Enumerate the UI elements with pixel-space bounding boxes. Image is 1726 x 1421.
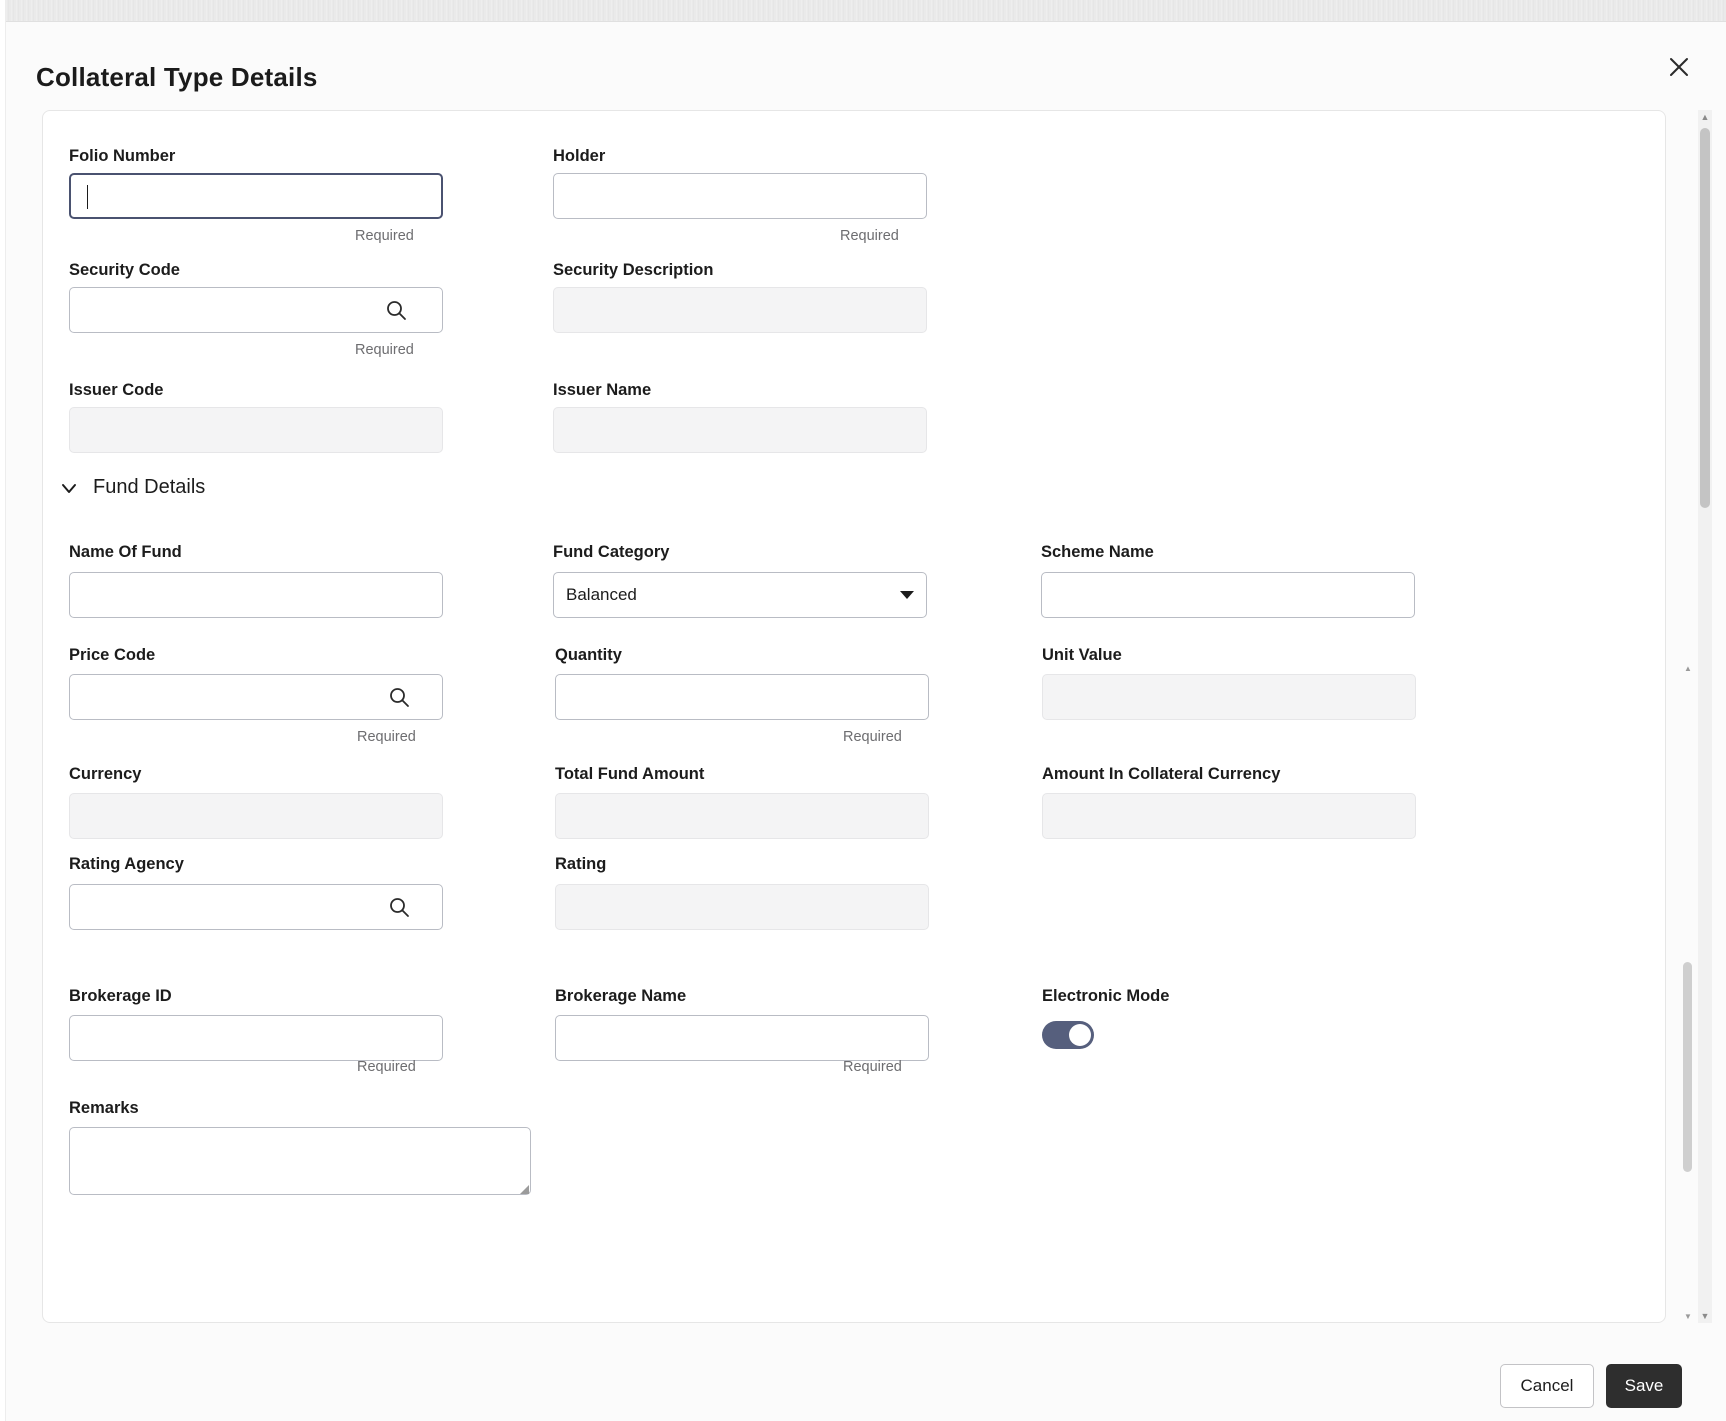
brokerage-id-required-text: Required bbox=[357, 1059, 416, 1075]
currency-input bbox=[69, 793, 443, 839]
folio-number-required-text: Required bbox=[355, 228, 414, 244]
rating-agency-input[interactable] bbox=[69, 884, 443, 930]
issuer-name-label: Issuer Name bbox=[553, 381, 652, 399]
electronic-mode-label: Electronic Mode bbox=[1042, 987, 1170, 1005]
search-icon[interactable] bbox=[385, 299, 407, 321]
save-button[interactable]: Save bbox=[1606, 1364, 1682, 1408]
quantity-input[interactable] bbox=[555, 674, 929, 720]
brokerage-name-required-text: Required bbox=[843, 1059, 902, 1075]
window-top-strip bbox=[0, 0, 1726, 22]
brokerage-name-input[interactable] bbox=[555, 1015, 929, 1061]
total-fund-amount-label: Total Fund Amount bbox=[555, 765, 705, 783]
scroll-up-icon[interactable]: ▲ bbox=[1684, 663, 1692, 673]
electronic-mode-toggle[interactable] bbox=[1042, 1021, 1094, 1049]
remarks-textarea[interactable] bbox=[69, 1127, 531, 1195]
fund-category-select[interactable] bbox=[553, 572, 927, 618]
issuer-name-input bbox=[553, 407, 927, 453]
fund-category-value: Balanced bbox=[566, 585, 637, 604]
form-panel bbox=[42, 110, 1666, 1323]
issuer-code-label: Issuer Code bbox=[69, 381, 164, 399]
security-description-label: Security Description bbox=[553, 261, 714, 279]
brokerage-id-label: Brokerage ID bbox=[69, 987, 172, 1005]
holder-required-text: Required bbox=[840, 228, 899, 244]
close-icon[interactable] bbox=[1662, 50, 1696, 84]
search-icon[interactable] bbox=[388, 896, 410, 918]
price-code-label: Price Code bbox=[69, 646, 156, 664]
collateral-type-details-modal bbox=[6, 22, 1720, 1421]
modal-scrollbar[interactable] bbox=[1698, 110, 1712, 1323]
cancel-button[interactable]: Cancel bbox=[1500, 1364, 1594, 1408]
chevron-down-icon bbox=[59, 478, 79, 498]
quantity-label: Quantity bbox=[555, 646, 622, 664]
scrollbar-thumb[interactable] bbox=[1683, 962, 1692, 1172]
holder-input[interactable] bbox=[553, 173, 927, 219]
folio-number-label: Folio Number bbox=[69, 147, 176, 165]
security-code-required-text: Required bbox=[355, 342, 414, 358]
fund-details-section-label: Fund Details bbox=[93, 476, 206, 498]
brokerage-name-label: Brokerage Name bbox=[555, 987, 687, 1005]
scroll-up-icon[interactable]: ▲ bbox=[1700, 112, 1710, 122]
currency-label: Currency bbox=[69, 765, 142, 783]
scroll-down-icon[interactable]: ▼ bbox=[1700, 1311, 1710, 1321]
text-cursor bbox=[87, 185, 88, 209]
quantity-required-text: Required bbox=[843, 729, 902, 745]
remarks-label: Remarks bbox=[69, 1099, 139, 1117]
page-title: Collateral Type Details bbox=[36, 62, 318, 92]
chevron-down-icon bbox=[900, 591, 914, 599]
brokerage-id-input[interactable] bbox=[69, 1015, 443, 1061]
rating-agency-label: Rating Agency bbox=[69, 855, 184, 873]
scheme-name-input[interactable] bbox=[1041, 572, 1415, 618]
toggle-knob bbox=[1069, 1024, 1091, 1046]
amount-in-collateral-currency-label: Amount In Collateral Currency bbox=[1042, 765, 1281, 783]
scrollbar-thumb[interactable] bbox=[1700, 128, 1710, 508]
search-icon[interactable] bbox=[388, 686, 410, 708]
fund-details-section-header[interactable] bbox=[59, 476, 205, 499]
price-code-required-text: Required bbox=[357, 729, 416, 745]
unit-value-label: Unit Value bbox=[1042, 646, 1122, 664]
amount-in-collateral-currency-input bbox=[1042, 793, 1416, 839]
rating-input bbox=[555, 884, 929, 930]
resize-handle-icon[interactable] bbox=[520, 1185, 529, 1194]
fund-category-label: Fund Category bbox=[553, 543, 670, 561]
scheme-name-label: Scheme Name bbox=[1041, 543, 1154, 561]
scroll-down-icon[interactable]: ▼ bbox=[1684, 1311, 1692, 1321]
price-code-input[interactable] bbox=[69, 674, 443, 720]
security-description-input bbox=[553, 287, 927, 333]
name-of-fund-label: Name Of Fund bbox=[69, 543, 182, 561]
folio-number-input[interactable] bbox=[69, 173, 443, 219]
name-of-fund-input[interactable] bbox=[69, 572, 443, 618]
rating-label: Rating bbox=[555, 855, 607, 873]
unit-value-input bbox=[1042, 674, 1416, 720]
inner-scrollbar[interactable] bbox=[1682, 662, 1694, 1322]
total-fund-amount-input bbox=[555, 793, 929, 839]
holder-label: Holder bbox=[553, 147, 606, 165]
issuer-code-input bbox=[69, 407, 443, 453]
security-code-label: Security Code bbox=[69, 261, 180, 279]
